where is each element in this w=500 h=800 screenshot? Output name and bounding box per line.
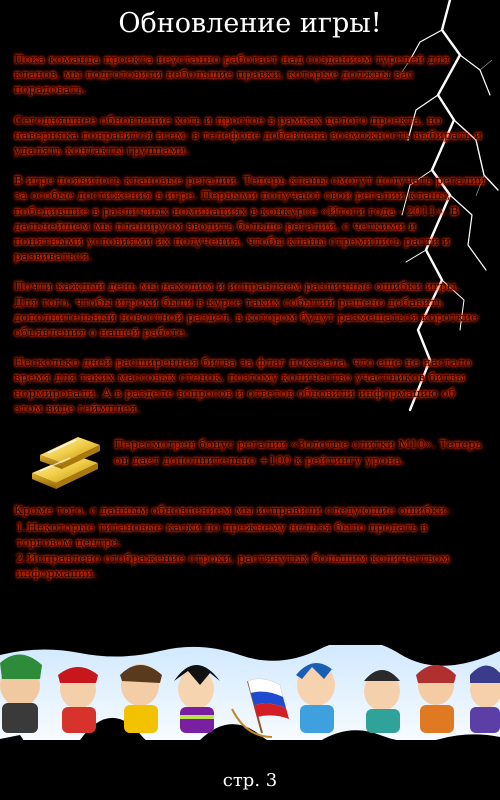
article-paragraph-4: Почти каждый день мы находим и исправляем различные ошибки игры. Для того, чтобы игроки были в курсе таких событий решено добавить дополнительный новостной раздел, в котором будут размещаться короткие объявления о нашей работе. xyxy=(14,279,478,340)
article-paragraph-2: Сегодняшнее обновление хоть и простое в рамках целого проекта, но наверняка понравится всем: в телефоне добавлена возможность выбирать и удалять контакты группами. xyxy=(14,112,483,158)
article-paragraph-3: В игре появилось клановые регалии. Теперь кланы смогут получать регалии за особые достижения в игре. Первыми получают свои регалии кланы, победившие в различных номинациях в конкурсе «Итоги года - 2011». В дальнейшем мы планируем вводить больше регалий, с четкими и понятными условиями их получения, чтобы кланы стремились расти и развиваться. xyxy=(14,173,486,264)
fix-item-1: 1.Некоторые титановые каски по прежнему нельзя было продать в торговом центре. xyxy=(16,520,428,550)
bonus-text: Пересмотрен бонус регалии «Золотые слитки М10». Теперь он дает дополнительно +100 к рейтингу урона. xyxy=(114,437,482,467)
fix-item-2: 2.Исправлено отображение строки, растянутых большим количеством информации. xyxy=(16,550,450,580)
gold-bars-icon xyxy=(26,429,108,491)
page-number: стр. 3 xyxy=(222,770,278,791)
fixes-intro: Кроме того, с данным обновлением мы исправили следующие ошибки: xyxy=(14,503,450,518)
bonus-announcement xyxy=(14,429,486,491)
page-title: Обновление игры! xyxy=(118,8,382,39)
article-paragraph-5: Несколько дней расширенная битва за флаг показала, что еще не настало время для таких массовых стенок, поэтому количество участников битвы нормировали. А в разделе вопросов и ответов обновили информацию об этом виде геймплея. xyxy=(14,355,472,415)
characters-banner-illustration xyxy=(0,645,500,745)
article-paragraph-1: Пока команда проекта неустанно работает над созданием турелей для кланов, мы подготовили небольшие правки, которые должны вас порадовать. xyxy=(14,52,450,97)
news-article xyxy=(14,52,486,581)
